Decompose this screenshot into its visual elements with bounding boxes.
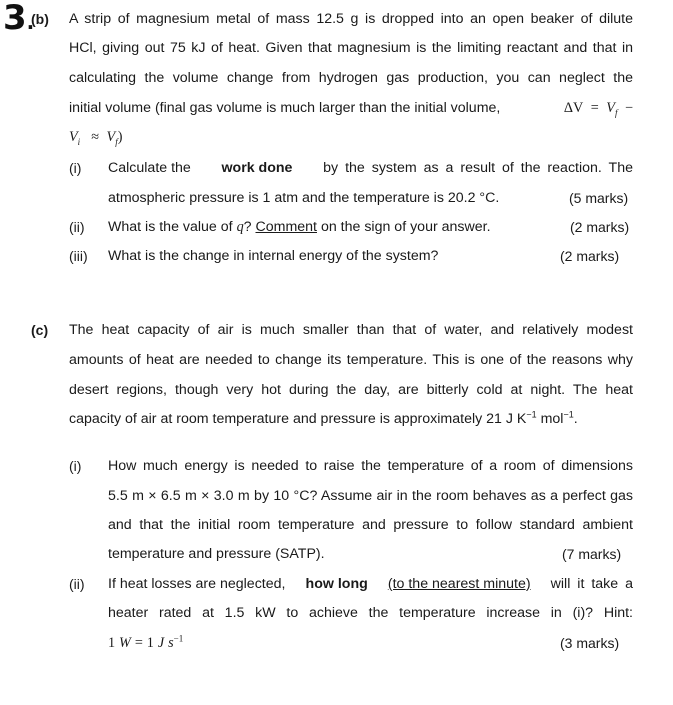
- part-b-i-line-2: atmospheric pressure is 1 atm and the temperature is 20.2 °C.: [108, 190, 500, 206]
- part-c-ii-line-2: heater rated at 1.5 kW to achieve the temperature increase in (i)? Hint:: [108, 605, 633, 621]
- comment-emphasis: Comment: [255, 219, 317, 235]
- part-b-iii-marks: (2 marks): [560, 248, 620, 264]
- part-b-intro-line-5: $V_i$ ≈ $V_f$): [69, 129, 123, 147]
- part-b-label: (b): [31, 11, 49, 27]
- work-done-emphasis: work done: [221, 160, 293, 176]
- question-number: 3.: [3, 0, 35, 38]
- part-c-label: (c): [31, 322, 49, 338]
- part-c-ii-hint-equation: 1 W = 1 J $s^{-1}$: [108, 633, 184, 651]
- how-long-emphasis: how long: [305, 576, 368, 592]
- part-c-i-line-1: How much energy is needed to raise the temperature of a room of dimensions: [108, 458, 633, 474]
- part-c-ii-line-1: If heat losses are neglected, how long (to the nearest minute) will it take a: [108, 576, 633, 592]
- part-c-i-label: (i): [69, 458, 82, 474]
- part-b-intro-line-2: HCl, giving out 75 kJ of heat. Given that magnesium is the limiting reactant and that in: [69, 40, 633, 56]
- part-b-iii-text: What is the change in internal energy of the system?: [108, 248, 439, 264]
- part-b-iii-label: (iii): [69, 248, 88, 264]
- part-c-intro-line-4: capacity of air at room temperature and pressure is approximately 21 J $K^{-1}$ mol$^{-1}$.: [69, 409, 578, 427]
- part-c-intro-line-2: amounts of heat are needed to change its temperature. This is one of the reasons why: [69, 352, 633, 368]
- nearest-minute-emphasis: (to the nearest minute): [387, 576, 531, 592]
- part-b-intro-line-4: [69, 99, 633, 117]
- part-b-intro-line-1: A strip of magnesium metal of mass 12.5 g is dropped into an open beaker of dilute: [69, 11, 633, 27]
- part-c-i-line-2: 5.5 m × 6.5 m × 3.0 m by 10 °C? Assume air in the room behaves as a perfect gas: [108, 488, 633, 504]
- part-b-ii-label: (ii): [69, 219, 85, 235]
- part-c-intro-line-3: desert regions, though very hot during the day, are bitterly cold at night. The heat: [69, 382, 633, 398]
- part-c-i-line-4: temperature and pressure (SATP).: [108, 546, 325, 562]
- part-b-i-marks: (5 marks): [569, 190, 629, 206]
- part-c-i-line-3: and that the initial room temperature and pressure to follow standard ambient: [108, 517, 633, 533]
- part-c-i-marks: (7 marks): [562, 546, 622, 562]
- part-c-intro-line-1: The heat capacity of air is much smaller than that of water, and relatively modest: [69, 322, 633, 338]
- part-c-ii-label: (ii): [69, 576, 85, 592]
- part-b-i-line-1: Calculate the work done by the system as a result of the reaction. The: [108, 160, 633, 176]
- part-b-intro-line-4-text: initial volume (final gas volume is much larger than the initial volume,: [69, 100, 501, 116]
- part-b-intro-line-3: calculating the volume change from hydrogen gas production, you can neglect the: [69, 70, 633, 86]
- part-b-ii-marks: (2 marks): [570, 219, 630, 235]
- volume-equation: $\Delta V = V_f$ −: [563, 100, 633, 118]
- part-b-ii-text: What is the value of q? Comment on the sign of your answer.: [108, 219, 491, 235]
- part-b-i-label: (i): [69, 160, 82, 176]
- part-c-ii-marks: (3 marks): [560, 635, 620, 651]
